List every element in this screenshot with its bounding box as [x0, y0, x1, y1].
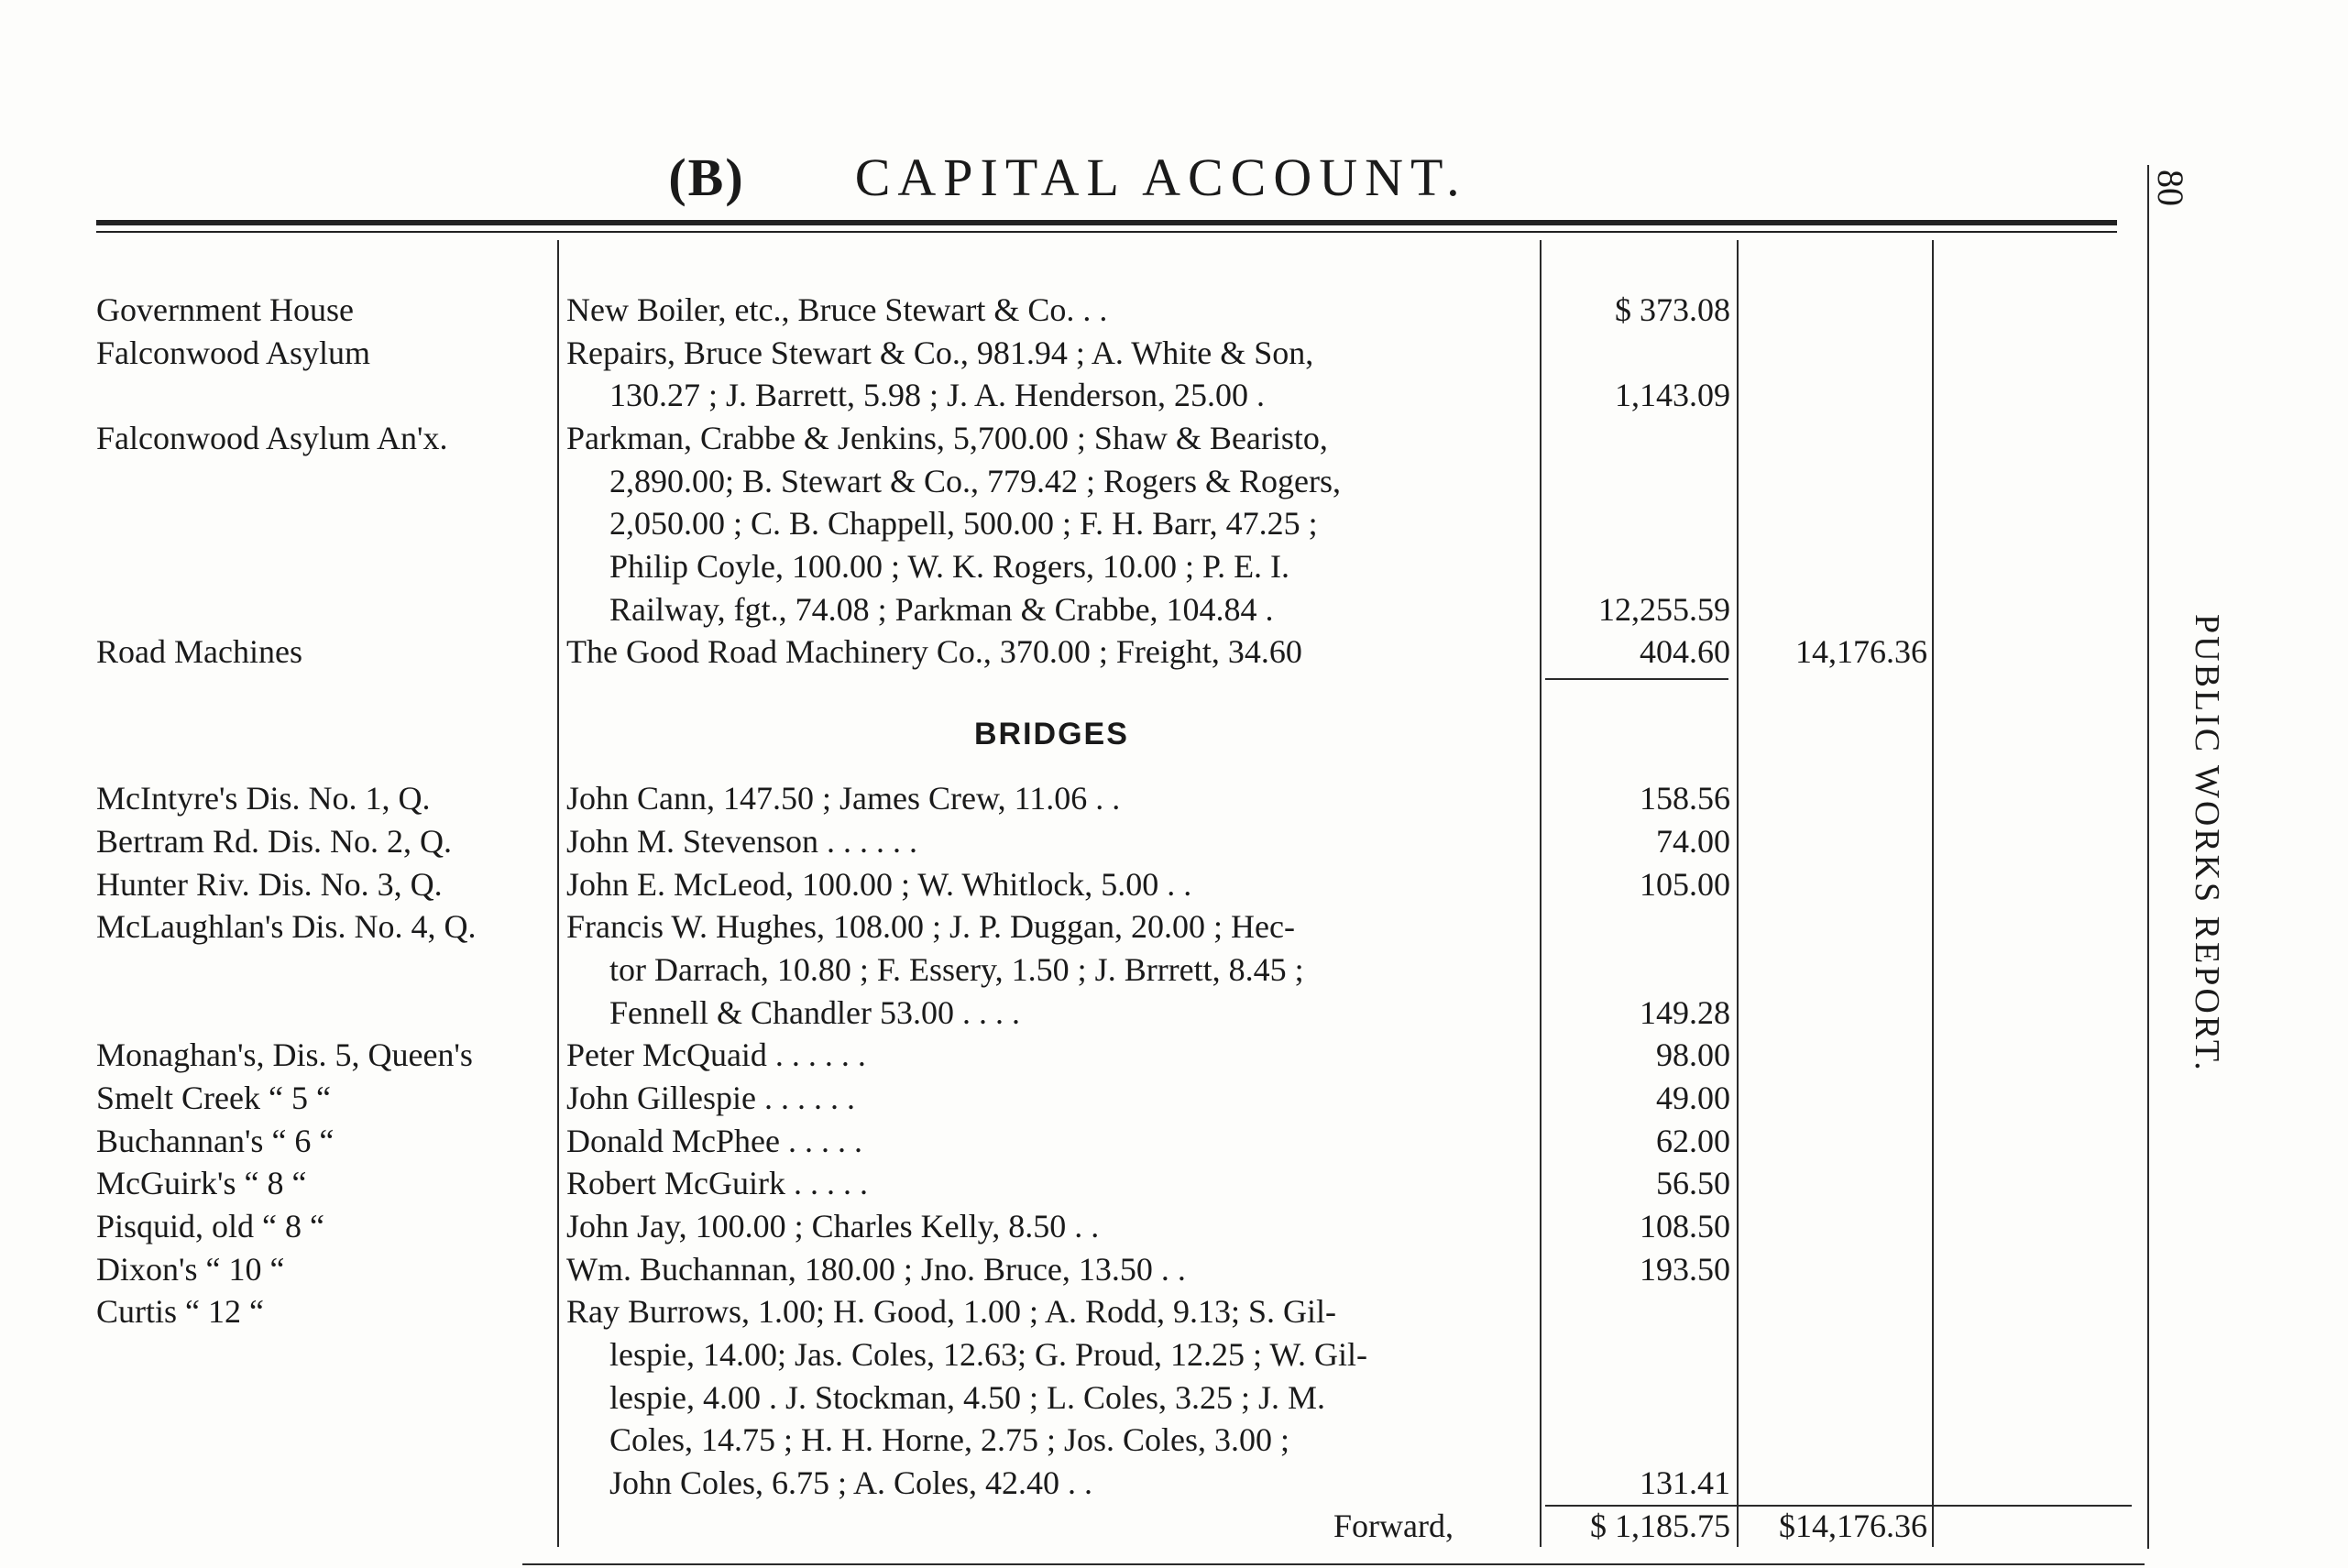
entry-row: [0, 905, 2135, 948]
entry-row: [0, 1162, 2135, 1204]
entry-description: John Gillespie . . . . . .: [566, 1080, 855, 1116]
entry-description: Donald McPhee . . . . .: [566, 1123, 862, 1159]
entry-description: John M. Stevenson . . . . . .: [566, 823, 918, 860]
page-number: 80: [2150, 170, 2191, 206]
forward-row: [0, 1505, 2135, 1547]
section-letter: (B): [668, 148, 745, 207]
entry-row: [0, 1034, 2135, 1076]
entry-place: Monaghan's, Dis. 5, Queen's: [96, 1036, 473, 1073]
entry-amount: 1,143.09: [1615, 377, 1730, 413]
entry-total: 14,176.36: [1795, 633, 1927, 670]
entry-amount: 404.60: [1640, 633, 1730, 670]
entry-amount: 12,255.59: [1598, 591, 1730, 628]
entry-description: Ray Burrows, 1.00; H. Good, 1.00 ; A. Rodd, 9.13; S. Gil-: [566, 1293, 1337, 1330]
entry-row: [0, 545, 2135, 587]
entry-row: [0, 1376, 2135, 1419]
entry-row: [0, 1120, 2135, 1162]
entry-row: [0, 630, 2135, 673]
entry-amount: 105.00: [1640, 866, 1730, 903]
entry-amount: 108.50: [1640, 1208, 1730, 1245]
entry-row: [0, 1462, 2135, 1504]
entry-row: [0, 863, 2135, 905]
page-title: CAPITAL ACCOUNT.: [854, 148, 1467, 207]
entry-place: McLaughlan's Dis. No. 4, Q.: [96, 908, 477, 945]
entry-description: Fennell & Chandler 53.00 . . . .: [609, 994, 1020, 1031]
entry-amount: 98.00: [1656, 1036, 1730, 1073]
entry-row: [0, 1290, 2135, 1332]
heading-rule-thick: [96, 220, 2117, 225]
entry-description: John Coles, 6.75 ; A. Coles, 42.40 . .: [609, 1464, 1093, 1501]
entry-amount: 49.00: [1656, 1080, 1730, 1116]
entry-description: Coles, 14.75 ; H. H. Horne, 2.75 ; Jos. Coles, 3.00 ;: [609, 1421, 1289, 1458]
entry-place: Curtis “ 12 “: [96, 1293, 264, 1330]
entry-description: Robert McGuirk . . . . .: [566, 1165, 868, 1201]
entry-place: Road Machines: [96, 633, 302, 670]
entry-description: Francis W. Hughes, 108.00 ; J. P. Duggan, 20.00 ; Hec-: [566, 908, 1295, 945]
entry-row: [0, 332, 2135, 374]
bottom-rule: [522, 1563, 2145, 1565]
entry-row: [0, 417, 2135, 459]
entry-place: Buchannan's “ 6 “: [96, 1123, 335, 1159]
entry-amount: 56.50: [1656, 1165, 1730, 1201]
entry-description: John Cann, 147.50 ; James Crew, 11.06 . .: [566, 780, 1121, 817]
entry-description: Peter McQuaid . . . . . .: [566, 1036, 866, 1073]
entry-description: Repairs, Bruce Stewart & Co., 981.94 ; A. White & Son,: [566, 334, 1314, 371]
entry-place: Pisquid, old “ 8 “: [96, 1208, 324, 1245]
entry-row: [0, 1077, 2135, 1119]
entry-amount: 74.00: [1656, 823, 1730, 860]
entry-amount: $ 373.08: [1615, 291, 1730, 328]
entry-row: [0, 1248, 2135, 1290]
entry-row: [0, 1205, 2135, 1247]
entry-description: Parkman, Crabbe & Jenkins, 5,700.00 ; Shaw & Bearisto,: [566, 420, 1328, 456]
entry-place: Bertram Rd. Dis. No. 2, Q.: [96, 823, 452, 860]
entry-amount: 149.28: [1640, 994, 1730, 1031]
entry-description: The Good Road Machinery Co., 370.00 ; Freight, 34.60: [566, 633, 1302, 670]
entry-description: 2,890.00; B. Stewart & Co., 779.42 ; Rogers & Rogers,: [609, 463, 1341, 499]
entry-row: [0, 777, 2135, 819]
entry-row: [0, 992, 2135, 1034]
entry-place: Falconwood Asylum: [96, 334, 371, 371]
entry-amount: 131.41: [1640, 1464, 1730, 1501]
entry-row: [0, 502, 2135, 544]
entry-row: [0, 1333, 2135, 1376]
running-title: PUBLIC WORKS REPORT.: [2188, 614, 2226, 1073]
forward-label: Forward,: [1333, 1508, 1454, 1544]
entry-place: Smelt Creek “ 5 “: [96, 1080, 331, 1116]
entry-amount: 193.50: [1640, 1251, 1730, 1288]
entry-description: New Boiler, etc., Bruce Stewart & Co. . .: [566, 291, 1108, 328]
entry-place: McGuirk's “ 8 “: [96, 1165, 307, 1201]
entry-description: Railway, fgt., 74.08 ; Parkman & Crabbe, 104.84 .: [609, 591, 1274, 628]
entry-place: Dixon's “ 10 “: [96, 1251, 285, 1288]
entry-place: Falconwood Asylum An'x.: [96, 420, 448, 456]
section-heading: [0, 147, 2135, 208]
entry-description: tor Darrach, 10.80 ; F. Essery, 1.50 ; J. Brrrett, 8.45 ;: [609, 951, 1304, 988]
heading-rule-thin: [96, 231, 2117, 233]
entry-row: [0, 460, 2135, 502]
forward-total: $14,176.36: [1779, 1508, 1927, 1544]
entry-row: [0, 820, 2135, 862]
entry-description: 2,050.00 ; C. B. Chappell, 500.00 ; F. H. Barr, 47.25 ;: [609, 505, 1318, 542]
entry-description: Wm. Buchannan, 180.00 ; Jno. Bruce, 13.50 . .: [566, 1251, 1186, 1288]
entry-description: Philip Coyle, 100.00 ; W. K. Rogers, 10.00 ; P. E. I.: [609, 548, 1290, 585]
entry-description: lespie, 4.00 . J. Stockman, 4.50 ; L. Coles, 3.25 ; J. M.: [609, 1379, 1325, 1416]
page-margin-rule: [2147, 165, 2149, 1549]
entry-amount: 158.56: [1640, 780, 1730, 817]
entry-description: lespie, 14.00; Jas. Coles, 12.63; G. Proud, 12.25 ; W. Gil-: [609, 1336, 1367, 1373]
entry-description: 130.27 ; J. Barrett, 5.98 ; J. A. Henderson, 25.00 .: [609, 377, 1265, 413]
entry-place: Government House: [96, 291, 354, 328]
entry-row: [0, 374, 2135, 416]
forward-amount: $ 1,185.75: [1590, 1508, 1730, 1544]
bridges-heading: BRIDGES: [974, 717, 1129, 751]
entry-row: [0, 1419, 2135, 1461]
entry-place: McIntyre's Dis. No. 1, Q.: [96, 780, 431, 817]
subtotal-rule: [1545, 678, 1728, 680]
entry-place: Hunter Riv. Dis. No. 3, Q.: [96, 866, 443, 903]
entry-description: John E. McLeod, 100.00 ; W. Whitlock, 5.00 . .: [566, 866, 1192, 903]
entry-row: [0, 588, 2135, 630]
entry-row: [0, 289, 2135, 331]
entry-amount: 62.00: [1656, 1123, 1730, 1159]
entry-row: [0, 948, 2135, 991]
entry-description: John Jay, 100.00 ; Charles Kelly, 8.50 . .: [566, 1208, 1100, 1245]
